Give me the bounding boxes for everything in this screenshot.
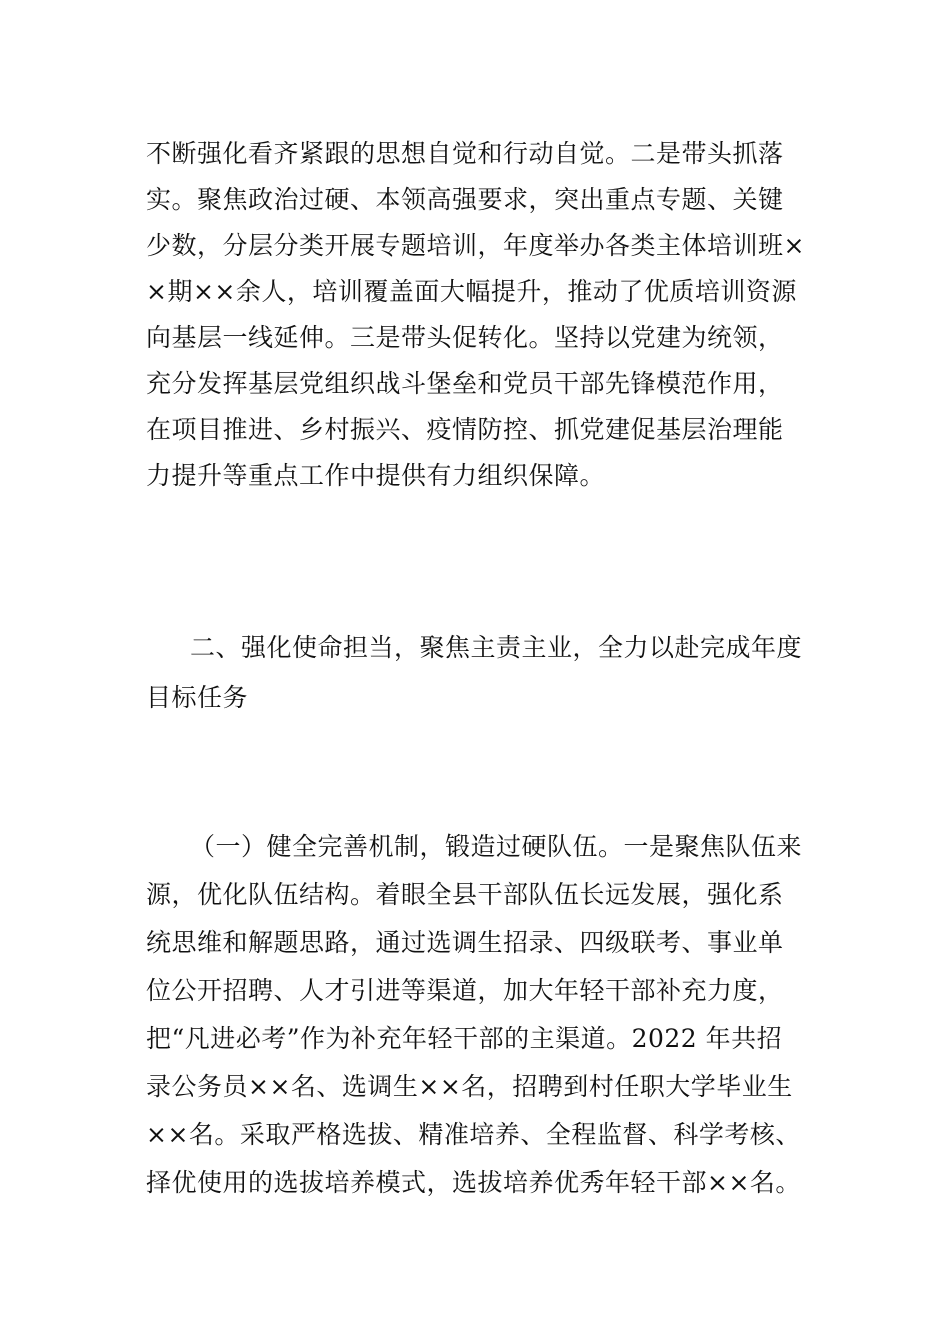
text-line: 把“凡进必考”作为补充年轻干部的主渠道。2022 年共招 — [146, 1024, 783, 1053]
text-line: ××名。采取严格选拔、精准培养、全程监督、科学考核、 — [146, 1120, 801, 1149]
text-line: 统思维和解题思路，通过选调生招录、四级联考、事业单 — [146, 928, 784, 957]
text-line: 在项目推进、乡村振兴、疫情防控、抓党建促基层治理能 — [146, 415, 784, 444]
text-line: 向基层一线延伸。三是带头促转化。坚持以党建为统领， — [146, 323, 784, 352]
text-line: 录公务员××名、选调生××名，招聘到村任职大学毕业生 — [146, 1072, 793, 1101]
text-line: （一）健全完善机制，锻造过硬队伍。一是聚焦队伍来 — [190, 832, 803, 861]
text-line: 充分发挥基层党组织战斗堡垒和党员干部先锋模范作用， — [146, 369, 784, 398]
text-line: 位公开招聘、人才引进等渠道，加大年轻干部补充力度， — [146, 976, 784, 1005]
heading-line: 目标任务 — [146, 683, 249, 712]
text-line: 力提升等重点工作中提供有力组织保障。 — [146, 461, 606, 490]
text-line: 择优使用的选拔培养模式，选拔培养优秀年轻干部××名。 — [146, 1168, 801, 1197]
text-line: 源，优化队伍结构。着眼全县干部队伍长远发展，强化系 — [146, 880, 784, 909]
text-line: 实。聚焦政治过硬、本领高强要求，突出重点专题、关键 — [146, 185, 784, 214]
heading-line: 二、强化使命担当，聚焦主责主业，全力以赴完成年度 — [190, 633, 803, 662]
text-line: 少数，分层分类开展专题培训，年度举办各类主体培训班× — [146, 231, 805, 260]
text-line: ×期××余人，培训覆盖面大幅提升，推动了优质培训资源 — [146, 277, 797, 306]
text-line: 不断强化看齐紧跟的思想自觉和行动自觉。二是带头抓落 — [146, 139, 784, 168]
